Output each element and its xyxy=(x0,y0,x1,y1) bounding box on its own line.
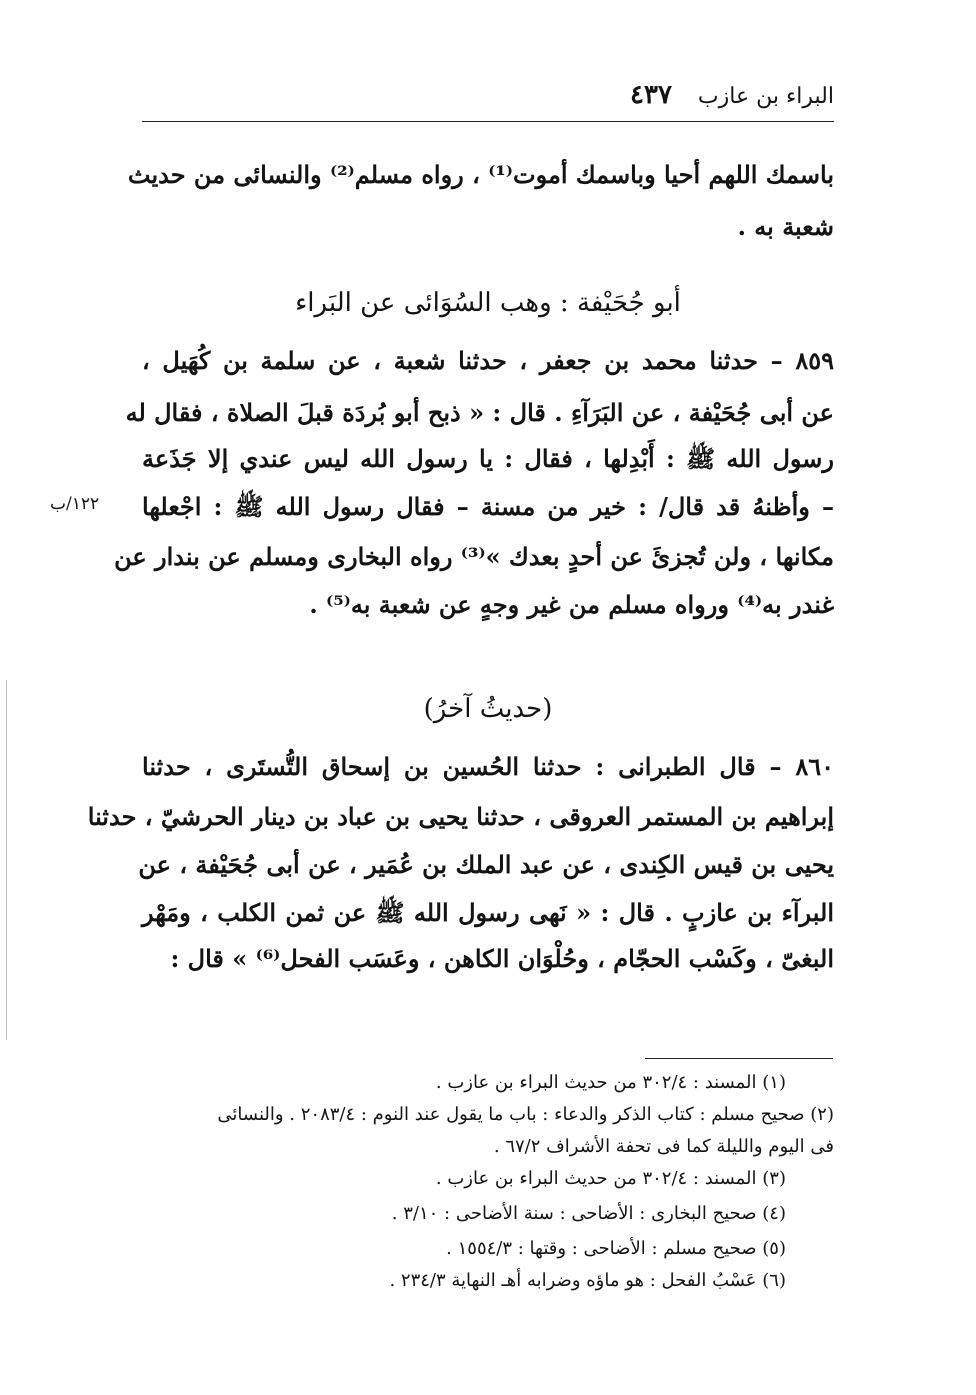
intro-line-2: شعبة به . xyxy=(737,212,834,241)
hadith-859-line-3: رسول الله ﷺ : أَبْدِلها ، فقال : يا رسول الله ليس عندي إلا جَذَعة xyxy=(142,444,834,473)
hadith-859-line-2: عن أبى جُحَيْفة ، عن البَرَآءِ . قال : « ذبح أبو بُردَة قبلَ الصلاة ، فقال له xyxy=(125,398,834,427)
manuscript-folio-note: ١٢٢/ب xyxy=(50,494,100,514)
hadith-860-line-3: يحيى بن قيس الكِندى ، عن عبد الملك بن عُمَير ، عن أبى جُحَيْفة ، عن xyxy=(138,850,834,879)
footnote-2-continued: فى اليوم والليلة كما فى تحفة الأشراف ٦٧/٢ . xyxy=(493,1136,834,1157)
page-number: ٤٣٧ xyxy=(630,80,672,110)
running-header xyxy=(142,80,834,110)
section-heading-abu-juhayfa: أبو جُحَيْفة : وهب السُوَائى عن البَراء xyxy=(295,288,681,318)
hadith-860-line-4: البرآء بن عازبٍ . قال : « نَهى رسول الله ﷺ عن ثمن الكلب ، ومَهْر xyxy=(142,898,834,927)
footnote-2: (٢) صحيح مسلم : كتاب الذكر والدعاء : باب ما يقول عند النوم : ٢٠٨٣/٤ . والنسائى xyxy=(217,1104,834,1125)
section-heading-another-hadith: (حديثُ آخرُ) xyxy=(423,694,553,724)
hadith-860-line-1: ٨٦٠ – قال الطبرانى : حدثنا الحُسين بن إسحاق التُّستَرى ، حدثنا xyxy=(142,752,834,781)
hadith-859-line-4: – وأظنهُ قد قال/ : خير من مسنة – فقال رسول الله ﷺ : اجْعلها xyxy=(142,492,834,521)
header-title: البراء بن عازب xyxy=(697,84,834,109)
hadith-860-line-5: البغىّ ، وكَسْب الحجّام ، وحُلْوَان الكاهن ، وعَسَب الفحل⁽⁶⁾ » قال : xyxy=(170,944,834,973)
intro-line-1: باسمك اللهم أحيا وباسمك أموت⁽¹⁾ ، رواه مسلم⁽²⁾ والنسائى من حديث xyxy=(127,160,834,189)
footnote-3: (٣) المسند : ٣٠٢/٤ من حديث البراء بن عازب . xyxy=(435,1168,786,1189)
hadith-859-line-1: ٨٥٩ – حدثنا محمد بن جعفر ، حدثنا شعبة ، عن سلمة بن كُهَيل ، xyxy=(142,346,834,375)
hadith-860-line-2: إبراهيم بن المستمر العروقى ، حدثنا يحيى بن عباد بن دينار الحرشيّ ، حدثنا xyxy=(87,802,834,831)
scan-edge-line xyxy=(6,680,7,1040)
footnote-1: (١) المسند : ٣٠٢/٤ من حديث البراء بن عازب . xyxy=(435,1072,786,1093)
header-rule xyxy=(142,121,834,122)
hadith-859-line-6: غندر به⁽⁴⁾ ورواه مسلم من غير وجهٍ عن شعبة به⁽⁵⁾ . xyxy=(309,590,834,619)
footnote-rule xyxy=(645,1058,833,1059)
footnote-6: (٦) عَسْبُ الفحل : هو ماؤه وضرابه أهـ النهاية ٢٣٤/٣ . xyxy=(389,1270,786,1291)
hadith-859-line-5: مكانها ، ولن تُجزئَ عن أحدٍ بعدك »⁽³⁾ رواه البخارى ومسلم عن بندار عن xyxy=(114,542,834,571)
footnote-4: (٤) صحيح البخارى : الأضاحى : سنة الأضاحى : ٣/١٠ . xyxy=(391,1203,786,1224)
footnote-5: (٥) صحيح مسلم : الأضاحى : وقتها : ١٥٥٤/٣ . xyxy=(446,1238,786,1259)
